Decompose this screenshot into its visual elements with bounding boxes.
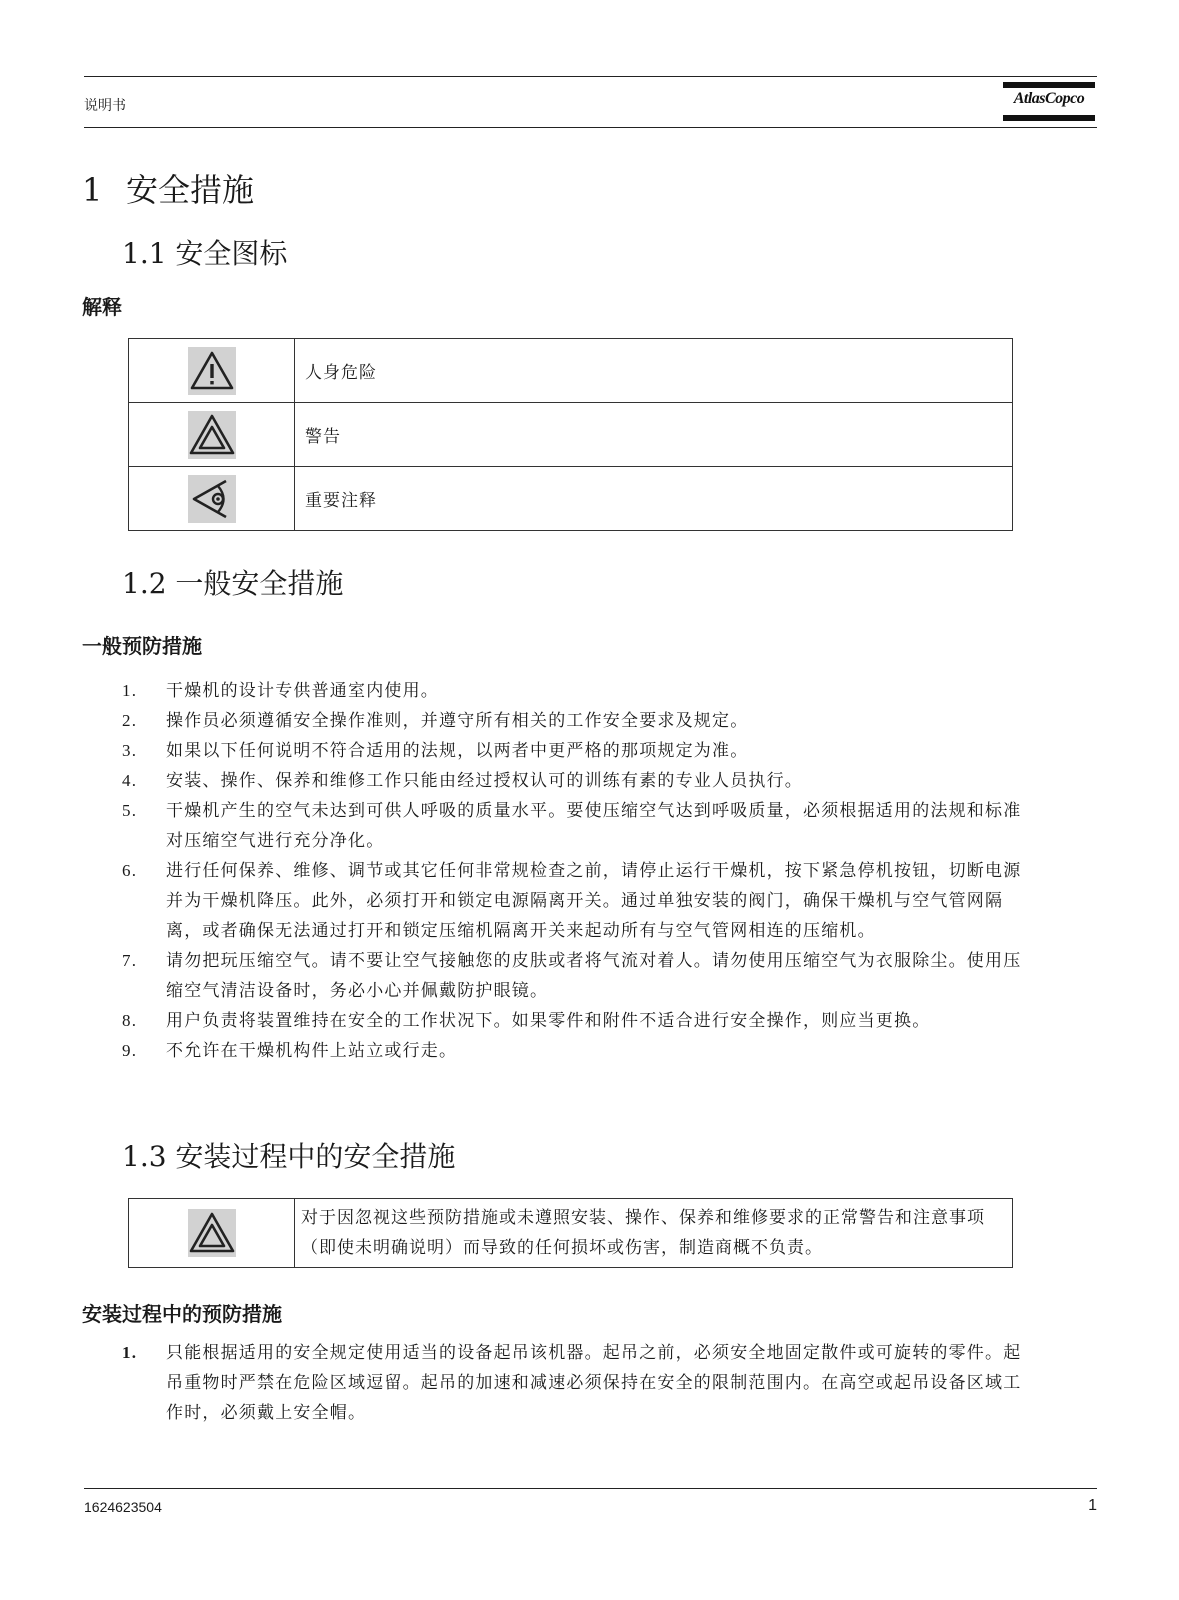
list-item-text: 不允许在干燥机构件上站立或行走。 — [166, 1041, 458, 1061]
list-item-text: 进行任何保养、维修、调节或其它任何非常规检查之前，请停止运行干燥机，按下紧急停机按钮，切断电源并为干燥机降压。此外，必须打开和锁定电源隔离开关。通过单独安装的阀门，确保干燥机与空气管网隔离，或者确保无法通过打开和锁定压缩机隔离开关来起动所有与空气管网相连的压缩机。 — [166, 861, 1022, 941]
list-item-text: 操作员必须遵循安全操作准则，并遵守所有相关的工作安全要求及规定。 — [166, 711, 749, 731]
section-1-3-subheading: 安装过程中的预防措施 — [82, 1302, 282, 1326]
section-1-1-subheading: 解释 — [82, 295, 122, 319]
footer-rule — [84, 1488, 1097, 1489]
table-row — [129, 403, 1013, 467]
notice-text: 对于因忽视这些预防措施或未遵照安装、操作、保养和维修要求的正常警告和注意事项（即使未明确说明）而导致的任何损坏或伤害，制造商概不负责。 — [295, 1199, 1013, 1268]
list-item-text: 用户负责将装置维持在安全的工作状况下。如果零件和附件不适合进行安全操作，则应当更换。 — [166, 1011, 931, 1031]
list-item-text: 如果以下任何说明不符合适用的法规，以两者中更严格的那项规定为准。 — [166, 741, 749, 761]
important-note-eye-icon — [188, 475, 236, 523]
list-item — [122, 676, 1022, 706]
warning-double-triangle-icon — [188, 411, 236, 459]
logo-bar-bottom — [1003, 115, 1095, 121]
list-item — [122, 706, 1022, 736]
header-rule-bottom — [84, 127, 1097, 128]
icon-description: 重要注释 — [295, 467, 1013, 531]
list-item-number: 6. — [122, 861, 138, 880]
liability-notice-table — [128, 1198, 1013, 1268]
list-item-number: 3. — [122, 741, 138, 760]
chapter-number: 1 — [82, 171, 103, 209]
section-1-2-subheading: 一般预防措施 — [82, 634, 202, 658]
list-item-number: 1. — [122, 681, 138, 700]
list-item-number: 9. — [122, 1041, 138, 1060]
list-item-text: 只能根据适用的安全规定使用适当的设备起吊该机器。起吊之前，必须安全地固定散件或可旋转的零件。起吊重物时严禁在危险区域逗留。起吊的加速和减速必须保持在安全的限制范围内。在高空或起吊设备区域工作时，必须戴上安全帽。 — [166, 1343, 1022, 1423]
list-item — [122, 1006, 1022, 1036]
list-item-text: 干燥机的设计专供普通室内使用。 — [166, 681, 439, 701]
list-item — [122, 796, 1022, 856]
list-item-text: 安装、操作、保养和维修工作只能由经过授权认可的训练有素的专业人员执行。 — [166, 771, 803, 791]
safety-icons-table — [128, 338, 1013, 531]
page-number: 1 — [1088, 1497, 1097, 1514]
list-item — [122, 1338, 1022, 1428]
section-1-3-title: 1.3 安装过程中的安全措施 — [122, 1140, 456, 1173]
chapter-title-text: 安全措施 — [126, 171, 255, 209]
document-number: 1624623504 — [84, 1499, 162, 1515]
list-item — [122, 766, 1022, 796]
table-row — [129, 1199, 1013, 1268]
icon-cell — [129, 403, 295, 467]
logo-bar-top — [1003, 82, 1095, 88]
list-item — [122, 946, 1022, 1006]
list-item — [122, 1036, 1022, 1066]
danger-triangle-exclamation-icon — [188, 347, 236, 395]
list-item — [122, 736, 1022, 766]
installation-precautions-list — [122, 1338, 1022, 1428]
chapter-title — [82, 165, 254, 211]
table-row — [129, 339, 1013, 403]
icon-description: 警告 — [295, 403, 1013, 467]
section-1-2-title: 1.2 一般安全措施 — [122, 567, 344, 600]
warning-double-triangle-icon — [188, 1209, 236, 1257]
list-item-number: 7. — [122, 951, 138, 970]
general-precautions-list — [122, 676, 1022, 1066]
atlas-copco-logo — [1003, 80, 1095, 125]
list-item-text: 请勿把玩压缩空气。请不要让空气接触您的皮肤或者将气流对着人。请勿使用压缩空气为衣服除尘。使用压缩空气清洁设备时，务必小心并佩戴防护眼镜。 — [166, 951, 1022, 1001]
list-item — [122, 856, 1022, 946]
table-row — [129, 467, 1013, 531]
header-rule-top — [84, 76, 1097, 77]
list-item-number: 1. — [122, 1343, 138, 1362]
list-item-number: 8. — [122, 1011, 138, 1030]
icon-description: 人身危险 — [295, 339, 1013, 403]
section-1-1-title: 1.1 安全图标 — [122, 237, 288, 270]
logo-text: AtlasCopco — [1013, 90, 1085, 107]
list-item-text: 干燥机产生的空气未达到可供人呼吸的质量水平。要使压缩空气达到呼吸质量，必须根据适用的法规和标准对压缩空气进行充分净化。 — [166, 801, 1022, 851]
list-item-number: 5. — [122, 801, 138, 820]
icon-cell — [129, 339, 295, 403]
icon-cell — [129, 1199, 295, 1268]
icon-cell — [129, 467, 295, 531]
list-item-number: 4. — [122, 771, 138, 790]
document-type-label: 说明书 — [84, 98, 126, 114]
list-item-number: 2. — [122, 711, 138, 730]
